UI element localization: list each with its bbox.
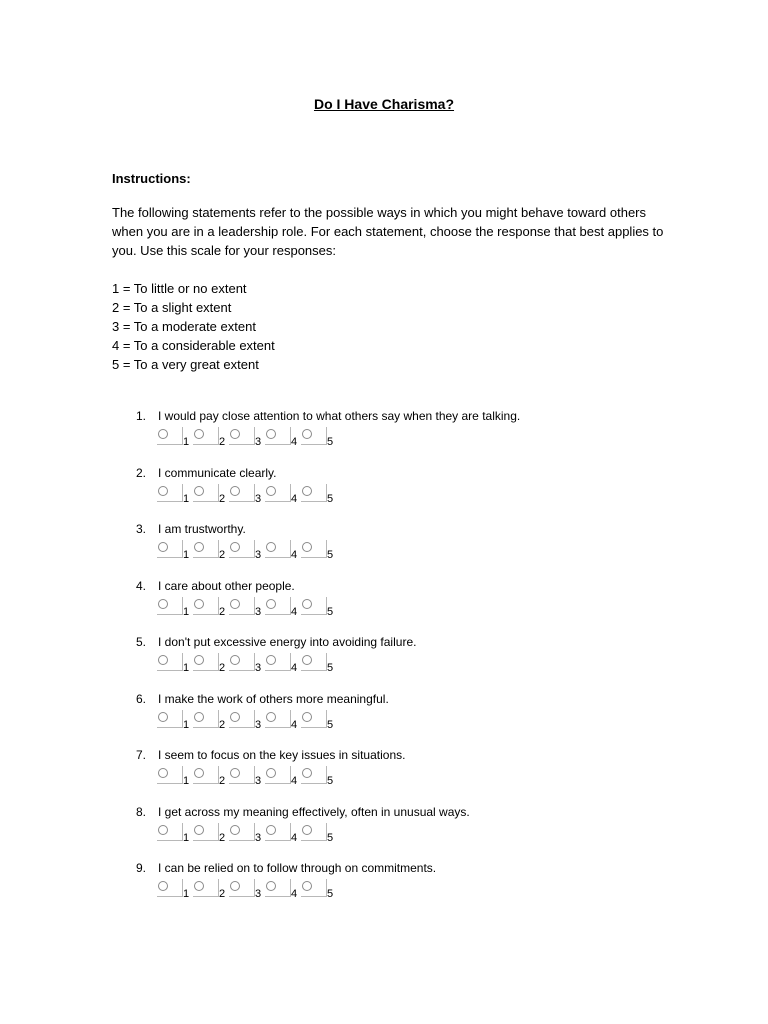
option-label: 5	[327, 888, 334, 900]
rating-option[interactable]	[301, 597, 337, 619]
radio-button[interactable]	[266, 655, 276, 665]
option-label: 2	[219, 775, 226, 787]
option-label: 4	[291, 831, 298, 844]
option-label: 2	[219, 492, 226, 505]
radio-button[interactable]	[230, 881, 240, 891]
question-text: I get across my meaning effectively, often in unusual ways.	[158, 804, 470, 819]
rating-option[interactable]	[157, 879, 193, 901]
radio-button[interactable]	[302, 881, 312, 891]
rating-option[interactable]	[229, 597, 265, 619]
option-label: 5	[327, 775, 334, 787]
option-label: 4	[291, 662, 298, 674]
instructions-text: The following statements refer to the possible ways in which you might behave toward others when you are in a leadership role. For each statement, choose the response that best applies to you. Use this scale for your responses:	[112, 205, 664, 258]
question-number: 7.	[135, 748, 146, 762]
option-label: 3	[255, 605, 262, 618]
scale-list	[112, 279, 275, 374]
rating-options	[157, 823, 337, 845]
option-label: 2	[219, 549, 226, 561]
rating-options	[157, 484, 337, 506]
question-item	[0, 860, 768, 917]
radio-button[interactable]	[194, 542, 204, 552]
option-label: 4	[291, 718, 298, 731]
radio-button[interactable]	[194, 881, 204, 891]
rating-option[interactable]	[265, 823, 301, 845]
question-text: I would pay close attention to what others say when they are talking.	[158, 409, 521, 423]
rating-option[interactable]	[265, 484, 301, 506]
option-label: 3	[255, 888, 262, 900]
question-text: I care about other people.	[158, 578, 295, 593]
rating-option[interactable]	[193, 653, 229, 675]
option-label: 2	[219, 662, 226, 674]
question-list	[0, 408, 768, 917]
radio-button[interactable]	[158, 768, 168, 778]
rating-option[interactable]	[229, 653, 265, 675]
question-number: 2.	[135, 465, 146, 480]
option-label: 3	[255, 718, 262, 731]
question-text: I am trustworthy.	[158, 522, 246, 536]
radio-button[interactable]	[194, 825, 204, 835]
rating-option[interactable]	[265, 879, 301, 901]
rating-option[interactable]	[265, 710, 301, 732]
scale-item: 1 = To little or no extent	[112, 281, 247, 296]
rating-option[interactable]	[193, 484, 229, 506]
radio-button[interactable]	[302, 768, 312, 778]
radio-button[interactable]	[194, 429, 204, 439]
rating-option[interactable]	[301, 540, 337, 562]
rating-options	[157, 766, 337, 788]
rating-option[interactable]	[157, 653, 193, 675]
option-label: 4	[291, 775, 298, 787]
rating-option[interactable]	[193, 597, 229, 619]
radio-button[interactable]	[230, 655, 240, 665]
radio-button[interactable]	[302, 429, 312, 439]
page-title: Do I Have Charisma?	[313, 96, 455, 112]
scale-item: 3 = To a moderate extent	[112, 319, 256, 334]
option-label: 4	[291, 436, 298, 448]
question-number: 4.	[135, 578, 146, 593]
radio-button[interactable]	[194, 712, 204, 722]
radio-button[interactable]	[230, 825, 240, 835]
rating-option[interactable]	[229, 484, 265, 506]
radio-button[interactable]	[194, 486, 204, 496]
question-text: I don't put excessive energy into avoiding failure.	[158, 635, 417, 649]
option-label: 2	[219, 888, 226, 900]
option-label: 5	[327, 605, 334, 618]
rating-option[interactable]	[265, 653, 301, 675]
rating-option[interactable]	[301, 710, 337, 732]
rating-option[interactable]	[301, 766, 337, 788]
rating-options	[157, 540, 337, 562]
rating-option[interactable]	[193, 766, 229, 788]
rating-option[interactable]	[301, 653, 337, 675]
radio-button[interactable]	[302, 542, 312, 552]
rating-options	[157, 710, 337, 732]
question-item	[0, 465, 768, 522]
radio-button[interactable]	[266, 881, 276, 891]
radio-button[interactable]	[266, 599, 276, 609]
option-label: 4	[291, 605, 298, 618]
radio-button[interactable]	[158, 825, 168, 835]
rating-option[interactable]	[157, 823, 193, 845]
radio-button[interactable]	[302, 825, 312, 835]
radio-button[interactable]	[230, 599, 240, 609]
rating-option[interactable]	[157, 427, 193, 449]
radio-button[interactable]	[302, 655, 312, 665]
option-label: 2	[219, 436, 226, 448]
option-label: 1	[183, 549, 190, 561]
option-label: 1	[183, 775, 190, 787]
rating-option[interactable]	[229, 766, 265, 788]
radio-button[interactable]	[230, 542, 240, 552]
rating-option[interactable]	[265, 597, 301, 619]
radio-button[interactable]	[266, 486, 276, 496]
option-label: 4	[291, 888, 298, 900]
rating-option[interactable]	[301, 427, 337, 449]
rating-option[interactable]	[157, 766, 193, 788]
option-label: 2	[219, 831, 226, 844]
radio-button[interactable]	[302, 599, 312, 609]
rating-option[interactable]	[193, 879, 229, 901]
option-label: 5	[327, 436, 334, 448]
question-item	[0, 804, 768, 861]
option-label: 3	[255, 436, 262, 448]
radio-button[interactable]	[230, 486, 240, 496]
option-label: 1	[183, 605, 190, 618]
scale-item: 4 = To a considerable extent	[112, 338, 275, 353]
radio-button[interactable]	[158, 486, 168, 496]
rating-options	[157, 879, 337, 901]
rating-option[interactable]	[265, 540, 301, 562]
question-number: 1.	[135, 409, 146, 423]
radio-button[interactable]	[230, 429, 240, 439]
option-label: 5	[327, 831, 334, 844]
radio-button[interactable]	[158, 655, 168, 665]
question-text: I make the work of others more meaningful.	[158, 691, 389, 706]
rating-option[interactable]	[229, 823, 265, 845]
question-text: I seem to focus on the key issues in situations.	[158, 748, 406, 762]
question-number: 8.	[135, 804, 146, 819]
rating-option[interactable]	[265, 427, 301, 449]
rating-option[interactable]	[265, 766, 301, 788]
option-label: 2	[219, 605, 226, 618]
option-label: 3	[255, 662, 262, 674]
radio-button[interactable]	[302, 712, 312, 722]
radio-button[interactable]	[158, 599, 168, 609]
rating-option[interactable]	[157, 710, 193, 732]
rating-option[interactable]	[193, 710, 229, 732]
scale-item: 5 = To a very great extent	[112, 357, 259, 372]
question-text: I can be relied on to follow through on commitments.	[158, 861, 437, 875]
question-item	[0, 578, 768, 635]
rating-options	[157, 427, 337, 449]
question-item	[0, 521, 768, 578]
option-label: 2	[219, 718, 226, 731]
option-label: 4	[291, 492, 298, 505]
question-number: 3.	[135, 522, 146, 536]
option-label: 5	[327, 549, 334, 561]
rating-option[interactable]	[157, 484, 193, 506]
radio-button[interactable]	[266, 542, 276, 552]
question-number: 5.	[135, 635, 146, 649]
option-label: 1	[183, 436, 190, 448]
radio-button[interactable]	[158, 712, 168, 722]
option-label: 1	[183, 492, 190, 505]
radio-button[interactable]	[302, 486, 312, 496]
rating-option[interactable]	[193, 427, 229, 449]
option-label: 5	[327, 492, 334, 505]
rating-option[interactable]	[229, 427, 265, 449]
question-item	[0, 408, 768, 465]
rating-option[interactable]	[193, 540, 229, 562]
option-label: 3	[255, 549, 262, 561]
option-label: 4	[291, 549, 298, 561]
rating-option[interactable]	[229, 879, 265, 901]
instructions-heading: Instructions:	[112, 171, 191, 186]
question-text: I communicate clearly.	[158, 465, 277, 480]
option-label: 1	[183, 718, 190, 731]
option-label: 1	[183, 888, 190, 900]
radio-button[interactable]	[266, 429, 276, 439]
rating-option[interactable]	[301, 823, 337, 845]
radio-button[interactable]	[266, 825, 276, 835]
rating-option[interactable]	[301, 879, 337, 901]
question-item	[0, 634, 768, 691]
option-label: 1	[183, 831, 190, 844]
option-label: 3	[255, 492, 262, 505]
radio-button[interactable]	[158, 881, 168, 891]
question-item	[0, 747, 768, 804]
radio-button[interactable]	[158, 542, 168, 552]
question-number: 6.	[135, 691, 146, 706]
radio-button[interactable]	[230, 768, 240, 778]
rating-options	[157, 653, 337, 675]
radio-button[interactable]	[194, 599, 204, 609]
radio-button[interactable]	[266, 712, 276, 722]
radio-button[interactable]	[158, 429, 168, 439]
radio-button[interactable]	[266, 768, 276, 778]
rating-option[interactable]	[229, 710, 265, 732]
option-label: 3	[255, 775, 262, 787]
scale-item: 2 = To a slight extent	[112, 300, 232, 315]
rating-option[interactable]	[157, 540, 193, 562]
rating-option[interactable]	[157, 597, 193, 619]
question-item	[0, 691, 768, 748]
rating-option[interactable]	[229, 540, 265, 562]
radio-button[interactable]	[230, 712, 240, 722]
option-label: 5	[327, 718, 334, 731]
question-number: 9.	[135, 861, 146, 875]
radio-button[interactable]	[194, 768, 204, 778]
rating-options	[157, 597, 337, 619]
option-label: 1	[183, 662, 190, 674]
rating-option[interactable]	[193, 823, 229, 845]
option-label: 3	[255, 831, 262, 844]
radio-button[interactable]	[194, 655, 204, 665]
rating-option[interactable]	[301, 484, 337, 506]
option-label: 5	[327, 662, 334, 674]
